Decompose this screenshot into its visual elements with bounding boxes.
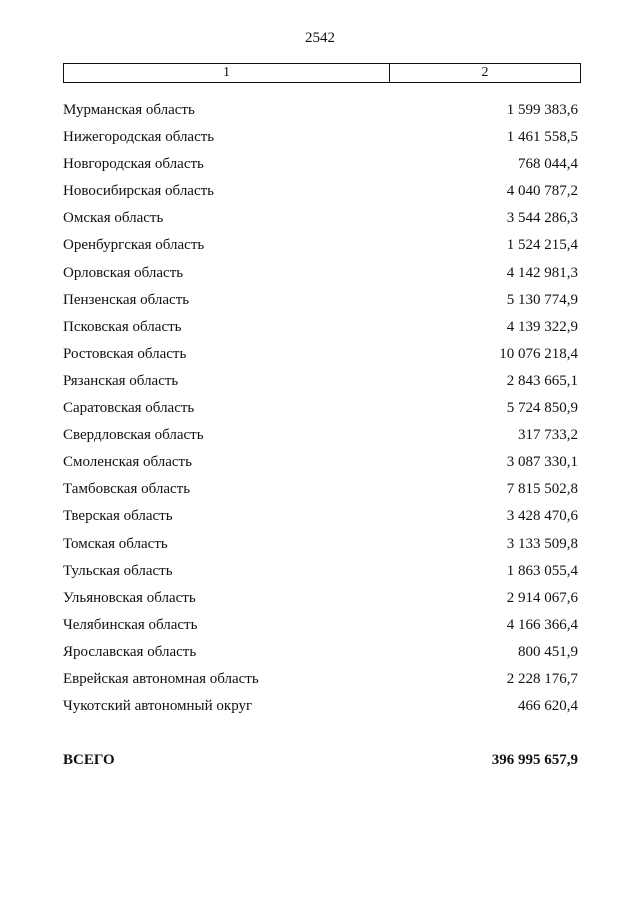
region-name: Томская область: [63, 535, 168, 552]
region-name: Тамбовская область: [63, 481, 191, 498]
region-amount: 317 733,2: [518, 427, 578, 444]
table-row: [63, 534, 578, 561]
table-row: [63, 100, 578, 127]
region-amount: 4 040 787,2: [506, 183, 578, 200]
region-name: Тверская область: [63, 508, 173, 525]
table-row: [63, 263, 578, 290]
table-row: [63, 452, 578, 479]
table-row: [63, 615, 578, 642]
table-row: [63, 290, 578, 317]
page-number: 2542: [305, 30, 335, 46]
region-amount: 3 133 509,8: [506, 535, 578, 552]
table-row: [63, 398, 578, 425]
column-header-table: [63, 63, 581, 83]
table-row: [63, 317, 578, 344]
table-row: [63, 208, 578, 235]
table-row: [63, 669, 578, 696]
region-amount: 5 724 850,9: [506, 400, 578, 417]
region-name: Нижегородская область: [63, 129, 215, 146]
region-amount: 3 544 286,3: [506, 210, 578, 227]
table-row: [63, 127, 578, 154]
region-amount: 1 524 215,4: [506, 237, 578, 254]
region-name: Ростовская область: [63, 345, 187, 362]
region-name: Ульяновская область: [63, 589, 196, 606]
table-row: [63, 154, 578, 181]
region-name: Новосибирская область: [63, 183, 215, 200]
region-name: Рязанская область: [63, 372, 179, 389]
region-amount: 5 130 774,9: [506, 291, 578, 308]
region-amount: 4 139 322,9: [506, 318, 578, 335]
region-name: Свердловская область: [63, 427, 204, 444]
region-name: Пензенская область: [63, 291, 190, 308]
region-name: Псковская область: [63, 318, 182, 335]
region-amount: 768 044,4: [518, 156, 578, 173]
table-row: [63, 479, 578, 506]
region-amount: 800 451,9: [518, 643, 578, 660]
region-amount: 1 599 383,6: [506, 102, 578, 118]
region-name: Смоленская область: [63, 454, 192, 471]
region-amount: 3 087 330,1: [506, 454, 578, 471]
region-amount: 4 166 366,4: [506, 616, 578, 633]
region-amount: 2 228 176,7: [506, 670, 578, 687]
table-row: [63, 344, 578, 371]
region-amount: 4 142 981,3: [506, 264, 578, 281]
region-name: Тульская область: [63, 562, 173, 579]
column-header-1: 1: [64, 64, 390, 82]
region-name: Оренбургская область: [63, 237, 205, 254]
column-header-2: 2: [481, 65, 489, 80]
region-amount: 2 843 665,1: [506, 372, 578, 389]
table-row: [63, 371, 578, 398]
region-name: Ярославская область: [63, 643, 197, 660]
region-amount: 466 620,4: [518, 698, 578, 715]
table-row: [63, 506, 578, 533]
region-name: Саратовская область: [63, 400, 195, 417]
region-amount: 2 914 067,6: [506, 589, 578, 606]
region-name: Челябинская область: [63, 616, 198, 633]
region-name: Орловская область: [63, 264, 184, 281]
region-list: [63, 100, 578, 723]
region-name: Мурманская область: [63, 102, 195, 118]
region-name: Новгородская область: [63, 156, 204, 173]
region-name: Омская область: [63, 210, 164, 227]
table-row: [63, 181, 578, 208]
table-row: [63, 425, 578, 452]
total-label: ВСЕГО: [63, 752, 115, 768]
table-row: [63, 696, 578, 723]
region-name: Еврейская автономная область: [63, 670, 259, 687]
region-amount: 3 428 470,6: [506, 508, 578, 525]
region-amount: 10 076 218,4: [499, 345, 578, 362]
table-row: [63, 588, 578, 615]
region-amount: 7 815 502,8: [506, 481, 578, 498]
region-name: Чукотский автономный округ: [63, 698, 253, 715]
table-row: [63, 235, 578, 262]
table-row: [63, 561, 578, 588]
total-amount: 396 995 657,9: [491, 752, 578, 768]
table-row: [63, 642, 578, 669]
total-row: [63, 750, 578, 770]
region-amount: 1 461 558,5: [506, 129, 578, 146]
region-amount: 1 863 055,4: [506, 562, 578, 579]
